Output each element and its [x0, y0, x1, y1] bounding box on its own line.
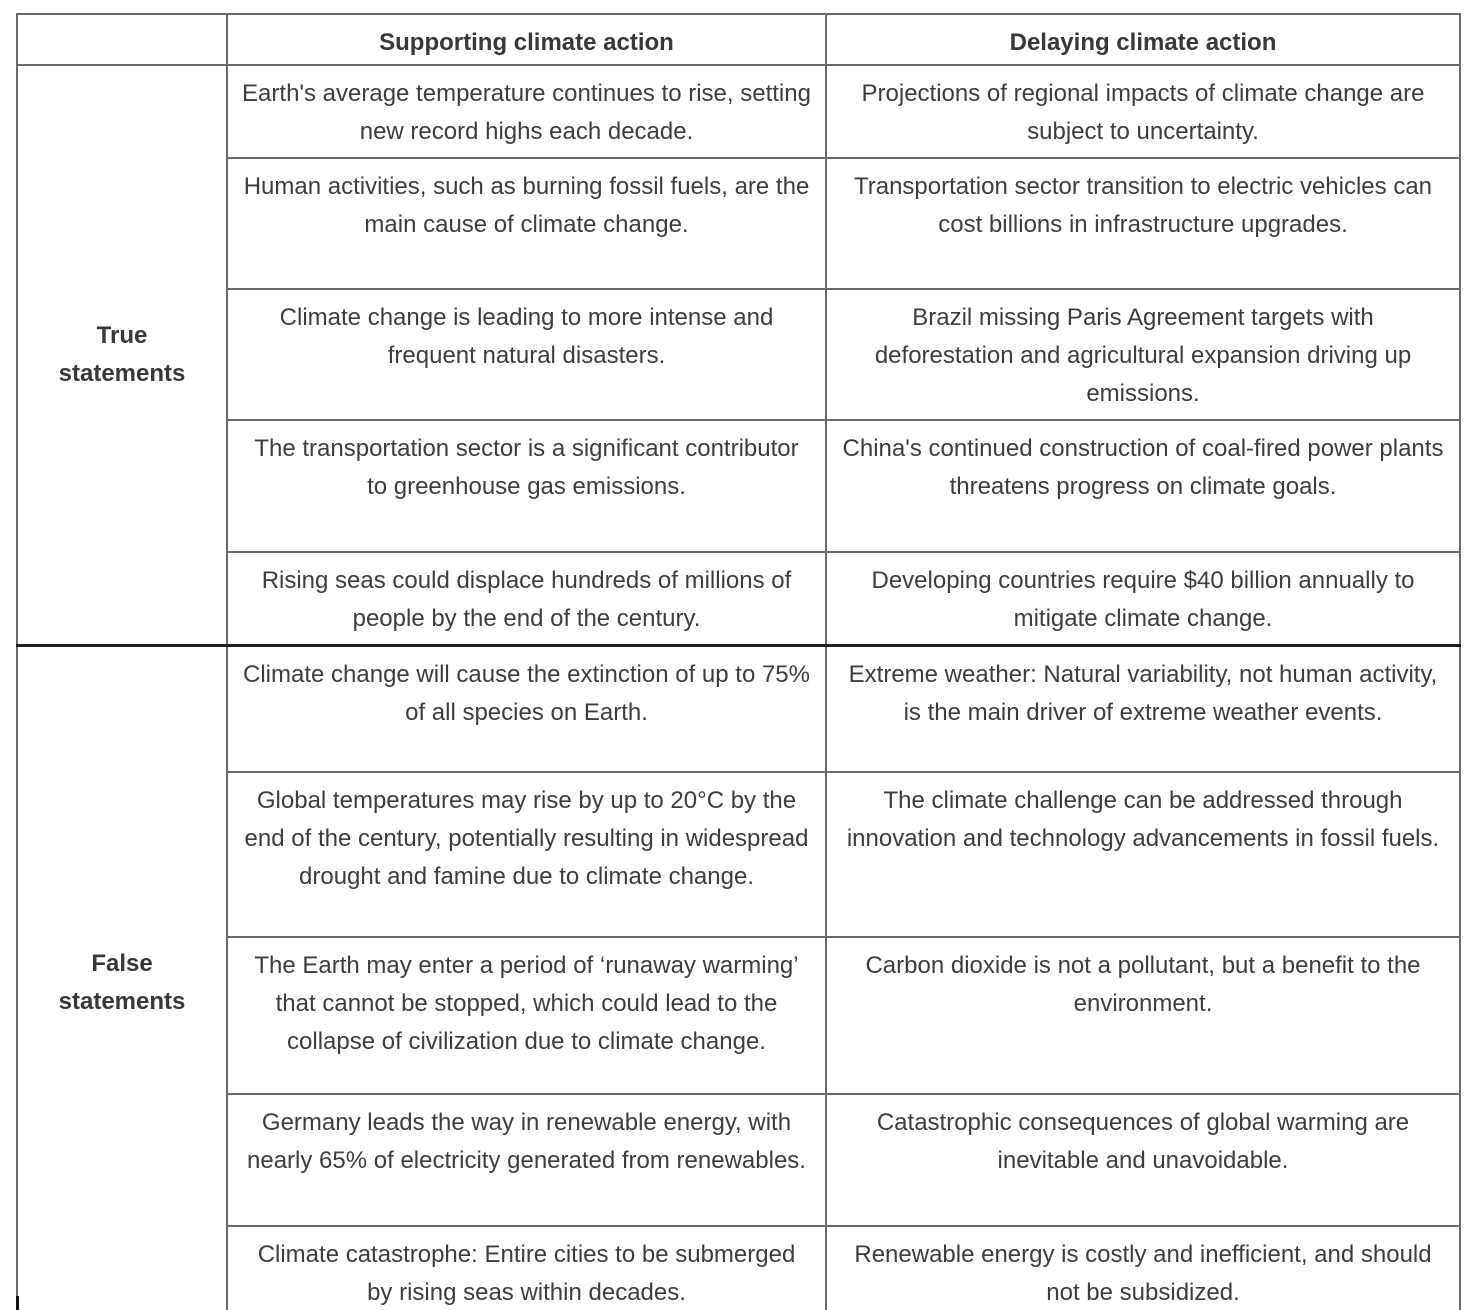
table-row — [17, 772, 1460, 937]
true-4-delaying: China's continued construction of coal-fired power plants threatens progress on climate goals. — [826, 420, 1460, 552]
false-3-supporting: The Earth may enter a period of ‘runaway warming’ that cannot be stopped, which could lead to the collapse of civilization due to climate change. — [227, 937, 826, 1094]
false-1-delaying: Extreme weather: Natural variability, not human activity, is the main driver of extreme weather events. — [826, 646, 1460, 772]
group-label-true: True statements — [17, 65, 227, 646]
header-supporting: Supporting climate action — [227, 14, 826, 65]
table-row — [17, 289, 1460, 420]
table-row — [17, 552, 1460, 646]
table-row — [17, 937, 1460, 1094]
true-4-supporting: The transportation sector is a significant contributor to greenhouse gas emissions. — [227, 420, 826, 552]
false-3-delaying: Carbon dioxide is not a pollutant, but a benefit to the environment. — [826, 937, 1460, 1094]
table-row — [17, 1094, 1460, 1226]
true-2-delaying: Transportation sector transition to electric vehicles can cost billions in infrastructure upgrades. — [826, 158, 1460, 289]
true-3-supporting: Climate change is leading to more intense and frequent natural disasters. — [227, 289, 826, 420]
false-5-supporting: Climate catastrophe: Entire cities to be submerged by rising seas within decades. — [227, 1226, 826, 1310]
header-row — [17, 14, 1460, 65]
true-5-supporting: Rising seas could displace hundreds of millions of people by the end of the century. — [227, 552, 826, 646]
false-2-supporting: Global temperatures may rise by up to 20°C by the end of the century, potentially resulting in widespread drought and famine due to climate change. — [227, 772, 826, 937]
true-1-supporting: Earth's average temperature continues to rise, setting new record highs each decade. — [227, 65, 826, 158]
true-1-delaying: Projections of regional impacts of climate change are subject to uncertainty. — [826, 65, 1460, 158]
false-2-delaying: The climate challenge can be addressed through innovation and technology advancements in fossil fuels. — [826, 772, 1460, 937]
false-5-delaying: Renewable energy is costly and inefficient, and should not be subsidized. — [826, 1226, 1460, 1310]
table-row — [17, 646, 1460, 772]
true-3-delaying: Brazil missing Paris Agreement targets with deforestation and agricultural expansion driving up emissions. — [826, 289, 1460, 420]
table-row — [17, 420, 1460, 552]
false-1-supporting: Climate change will cause the extinction of up to 75% of all species on Earth. — [227, 646, 826, 772]
group-label-false: False statements — [17, 646, 227, 1310]
table-row — [17, 158, 1460, 289]
cutoff-next-row-border — [16, 1296, 19, 1310]
true-5-delaying: Developing countries require $40 billion annually to mitigate climate change. — [826, 552, 1460, 646]
climate-statements-table — [16, 13, 1461, 1310]
table-row — [17, 65, 1460, 158]
false-4-supporting: Germany leads the way in renewable energy, with nearly 65% of electricity generated from renewables. — [227, 1094, 826, 1226]
true-2-supporting: Human activities, such as burning fossil fuels, are the main cause of climate change. — [227, 158, 826, 289]
false-4-delaying: Catastrophic consequences of global warming are inevitable and unavoidable. — [826, 1094, 1460, 1226]
header-delaying: Delaying climate action — [826, 14, 1460, 65]
header-empty-cell — [17, 14, 227, 65]
table-row — [17, 1226, 1460, 1310]
